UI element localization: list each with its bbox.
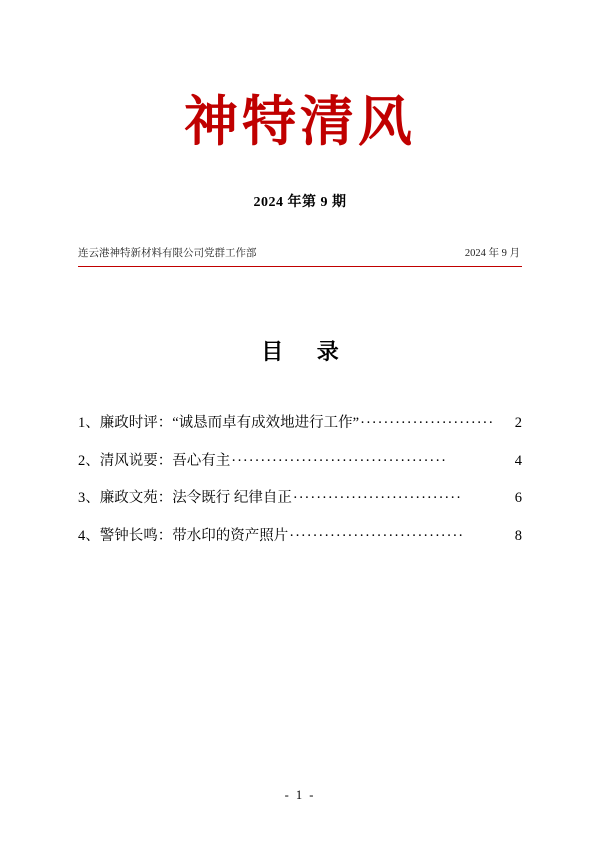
toc-entry-page: 2 <box>514 415 522 432</box>
toc-leader-dots: ····························· <box>292 490 462 507</box>
toc-entry[interactable] <box>78 410 522 438</box>
table-of-contents <box>78 410 522 550</box>
toc-entry[interactable] <box>78 448 522 476</box>
toc-entry-page: 4 <box>514 452 522 469</box>
page-number: - 1 - <box>284 788 316 802</box>
publisher-org: 连云港神特新材料有限公司党群工作部 <box>78 248 257 260</box>
toc-entry-label: 1、廉政时评：“诚恳而卓有成效地进行工作” <box>78 415 360 432</box>
publish-date: 2024 年 9 月 <box>464 248 520 260</box>
toc-entry-label: 3、廉政文苑：法令既行 纪律自正 <box>78 490 292 507</box>
issue-line: 2024 年第 9 期 <box>253 195 347 211</box>
imprint-row <box>78 245 522 260</box>
accent-divider <box>78 266 522 267</box>
toc-leader-dots: ······························ <box>289 528 465 545</box>
toc-entry-page: 6 <box>514 490 522 507</box>
toc-entry[interactable] <box>78 523 522 551</box>
masthead-title: 神特清风 <box>184 89 416 153</box>
toc-heading: 目 录 <box>261 339 353 365</box>
toc-entry[interactable] <box>78 485 522 513</box>
toc-entry-label: 4、警钟长鸣：带水印的资产照片 <box>78 528 289 545</box>
toc-entry-label: 2、清风说要：吾心有主 <box>78 452 231 469</box>
toc-leader-dots: ······················· <box>360 415 495 432</box>
toc-leader-dots: ····································· <box>231 452 447 469</box>
toc-entry-page: 8 <box>514 528 522 545</box>
